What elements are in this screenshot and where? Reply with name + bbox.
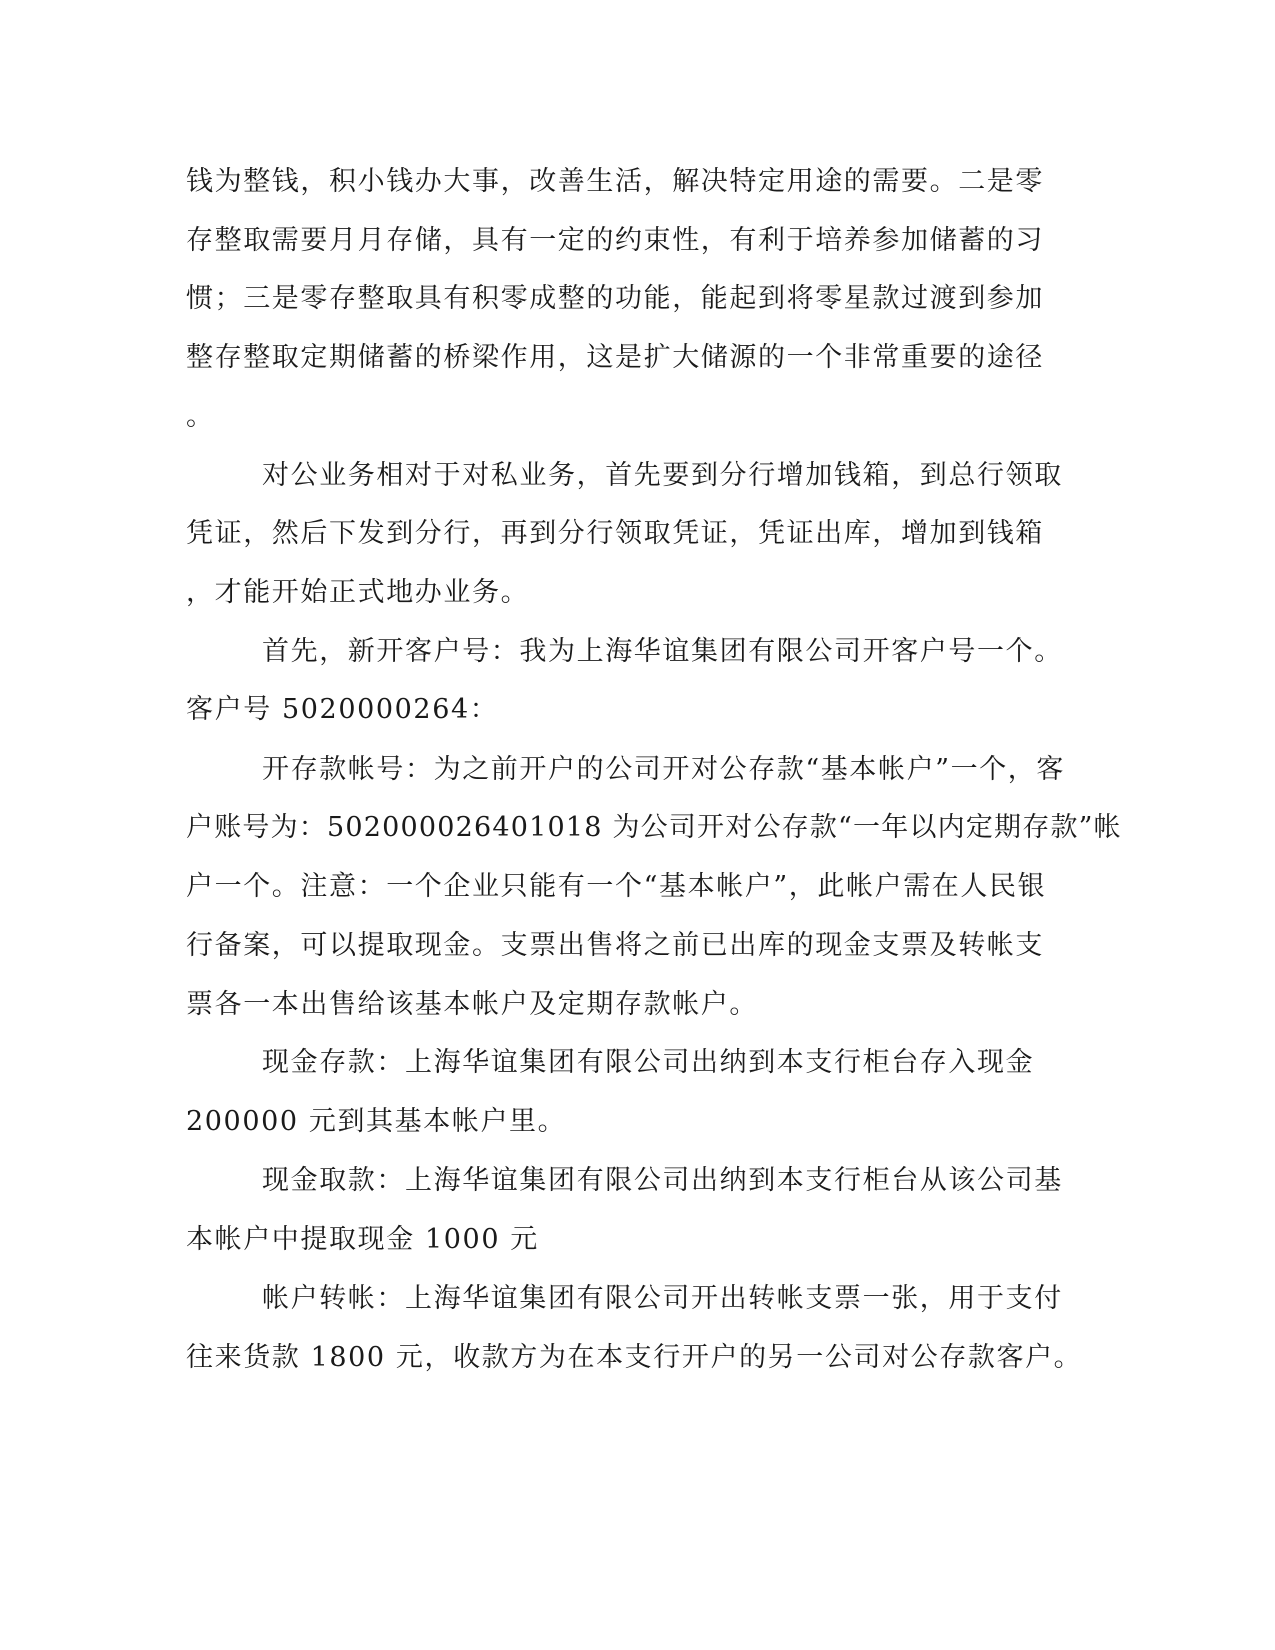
text-line: 首先，新开客户号：我为上海华谊集团有限公司开客户号一个。 xyxy=(262,636,1063,667)
text-line: 钱为整钱，积小钱办大事，改善生活，解决特定用途的需要。二是零 xyxy=(186,166,1044,197)
text-line: ，才能开始正式地办业务。 xyxy=(186,577,530,608)
text-line: 整存整取定期储蓄的桥梁作用，这是扩大储源的一个非常重要的途径 xyxy=(186,342,1044,373)
text-line: 本帐户中提取现金 1000 元 xyxy=(186,1224,539,1255)
text-line: 。 xyxy=(186,401,215,432)
text-line: 票各一本出售给该基本帐户及定期存款帐户。 xyxy=(186,989,758,1020)
text-line: 行备案，可以提取现金。支票出售将之前已出库的现金支票及转帐支 xyxy=(186,930,1044,961)
text-line: 客户号 5020000264： xyxy=(186,694,499,725)
text-line: 凭证，然后下发到分行，再到分行领取凭证，凭证出库，增加到钱箱 xyxy=(186,518,1044,549)
text-line: 200000 元到其基本帐户里。 xyxy=(186,1106,567,1137)
text-line: 开存款帐号：为之前开户的公司开对公存款“基本帐户”一个，客 xyxy=(262,754,1066,785)
text-line: 户账号为：502000026401018 为公司开对公存款“一年以内定期存款”帐 xyxy=(186,812,1122,843)
text-line: 往来货款 1800 元，收款方为在本支行开户的另一公司对公存款客户。 xyxy=(186,1342,1083,1373)
text-line: 对公业务相对于对私业务，首先要到分行增加钱箱，到总行领取 xyxy=(262,460,1063,491)
text-line: 惯；三是零存整取具有积零成整的功能，能起到将零星款过渡到参加 xyxy=(186,283,1044,314)
text-line: 帐户转帐：上海华谊集团有限公司开出转帐支票一张，用于支付 xyxy=(262,1283,1063,1314)
text-line: 现金存款：上海华谊集团有限公司出纳到本支行柜台存入现金 xyxy=(262,1047,1035,1078)
text-line: 存整取需要月月存储，具有一定的约束性，有利于培养参加储蓄的习 xyxy=(186,225,1044,256)
text-line: 户一个。注意：一个企业只能有一个“基本帐户”，此帐户需在人民银 xyxy=(186,871,1047,902)
text-line: 现金取款：上海华谊集团有限公司出纳到本支行柜台从该公司基 xyxy=(262,1165,1063,1196)
